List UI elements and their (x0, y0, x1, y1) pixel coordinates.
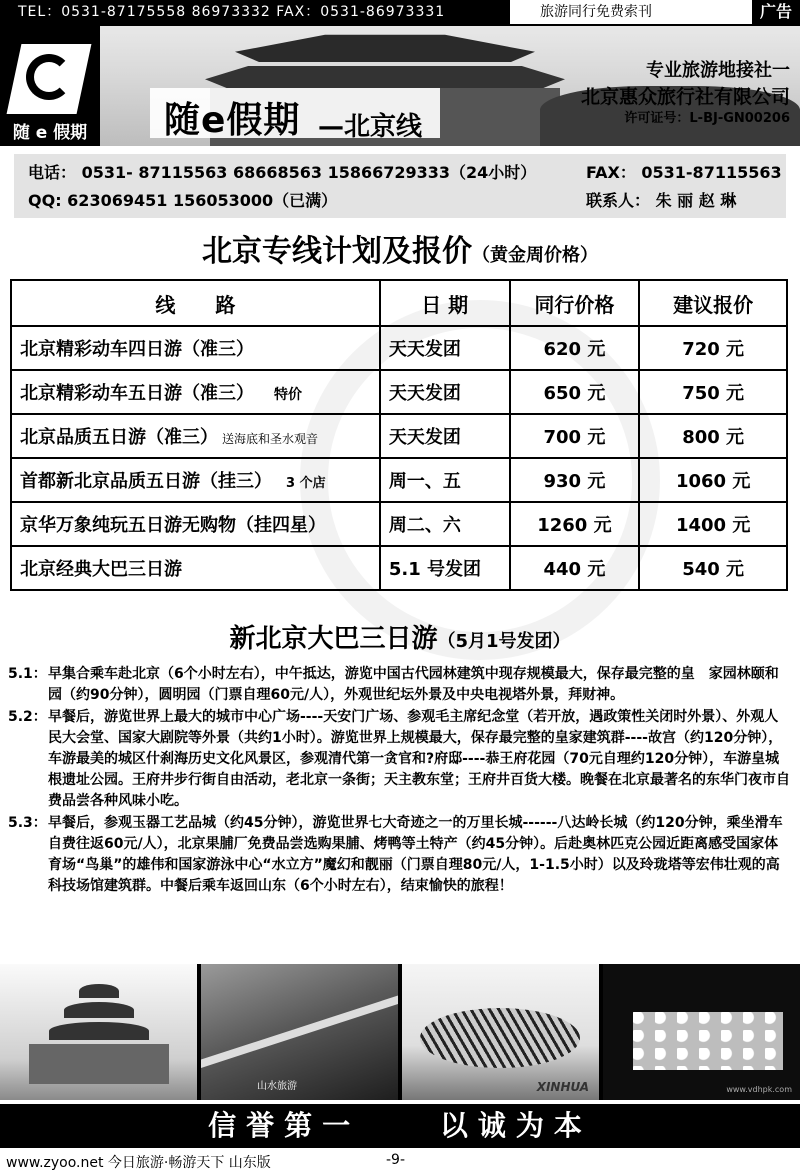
itinerary-day (8, 813, 792, 897)
header-recommended-price: 建议报价 (639, 280, 787, 326)
table-row (11, 546, 787, 590)
banner (0, 26, 800, 146)
plan-title (0, 226, 800, 270)
itinerary-day (8, 664, 792, 706)
recommended-price-cell: 540 元 (639, 546, 787, 590)
table-row (11, 458, 787, 502)
agency-tagline: 专业旅游地接社一 (646, 60, 790, 81)
slogan-left: 信誉第一 (208, 1109, 361, 1142)
brand-line: —北京线 (318, 112, 423, 142)
great-wall-image (201, 984, 398, 1072)
day-label: 5.2： (8, 709, 47, 725)
great-wall-photo (201, 964, 398, 1100)
route-name: 北京经典大巴三日游 (20, 559, 182, 580)
recommended-price-cell: 1060 元 (639, 458, 787, 502)
day-text: 早餐后，参观玉器工艺品城（约45分钟），游览世界七大奇迹之一的万里长城------八达岭长城（约120分钟，乘坐滑车自费往返60元/人），北京果脯厂免费品尝选购果脯、烤鸭等土特产（约45分钟）。后赴奥林匹克公园近距离感受国家体育场“鸟巢”的雄伟和国家游泳中心“水立方”魔幻和靓丽（门票自理80元/人，1-1.5小时）以及玲珑塔等宏伟壮观的高科技场馆建筑群。中餐后乘车返回山东（6个小时左右），结束愉快的旅程！ (48, 815, 783, 894)
table-row (11, 326, 787, 370)
route-name: 北京精彩动车四日游（准三） (20, 339, 254, 360)
peer-price-cell: 930 元 (510, 458, 640, 502)
route-cell (11, 414, 380, 458)
route-cell (11, 370, 380, 414)
water-cube-photo (603, 964, 800, 1100)
contact-box (14, 154, 786, 218)
header-free-note: 旅游同行免费索刊 (540, 4, 652, 20)
great-wall-caption: 山水旅游 (257, 1081, 297, 1092)
peer-price-cell: 650 元 (510, 370, 640, 414)
phone-line: 电话： 0531- 87115563 68668563 15866729333（24小时） (28, 163, 537, 182)
brand-title: 随e假期 (164, 100, 301, 141)
logo-text: 随 e 假期 (12, 123, 88, 143)
temple-roof-bottom-image (49, 1022, 149, 1040)
birds-nest-caption: XINHUA (536, 1080, 589, 1094)
plan-subtitle: （黄金周价格） (472, 245, 598, 266)
birds-nest-photo (402, 964, 599, 1100)
logo (0, 26, 100, 146)
slogan-right: 以诚为本 (439, 1109, 592, 1142)
qq-line: QQ: 623069451 156053000（已满） (28, 191, 338, 210)
day-text: 早集合乘车赴北京（6个小时左右），中午抵达，游览中国古代园林建筑中现存规模最大，保存最完整的皇 家园林颐和园（约90分钟），圆明园（门票自理60元/人），外观世纪坛外景及中央电视塔外景，拜财神。 (48, 666, 779, 703)
tour-subtitle: （5月1号发团） (437, 631, 571, 652)
itinerary-day (8, 707, 792, 812)
route-cell (11, 546, 380, 590)
water-cube-image (633, 1012, 783, 1070)
itinerary (8, 664, 792, 898)
recommended-price-cell: 1400 元 (639, 502, 787, 546)
date-cell: 5.1 号发团 (380, 546, 510, 590)
website-line: www.zyoo.net 今日旅游·畅游天下 山东版 (6, 1155, 271, 1171)
table-row (11, 502, 787, 546)
tiananmen-lower-roof-image (205, 66, 565, 88)
license-number: 许可证号：L-BJ-GN00206 (624, 111, 790, 126)
agency-block (560, 58, 790, 128)
table-header-row (11, 280, 787, 326)
slogan-bar (0, 1104, 800, 1148)
table-row (11, 370, 787, 414)
day-label: 5.1： (8, 666, 47, 682)
temple-base-image (29, 1044, 169, 1084)
tour-title (0, 618, 800, 655)
route-note: 3 个店 (286, 476, 326, 491)
peer-price-cell: 700 元 (510, 414, 640, 458)
date-cell: 天天发团 (380, 326, 510, 370)
header-peer-price: 同行价格 (510, 280, 640, 326)
dragon-swirl-icon (26, 54, 72, 100)
day-label: 5.3： (8, 815, 47, 831)
route-cell (11, 326, 380, 370)
peer-price-cell: 620 元 (510, 326, 640, 370)
recommended-price-cell: 800 元 (639, 414, 787, 458)
header-route: 线 路 (11, 280, 380, 326)
agency-name: 北京惠众旅行社有限公司 (580, 86, 790, 108)
route-name: 北京精彩动车五日游（准三） (20, 383, 254, 404)
route-note: 送海底和圣水观音 (222, 432, 319, 446)
route-cell (11, 458, 380, 502)
ad-badge: 广告 (752, 0, 800, 24)
route-cell (11, 502, 380, 546)
birds-nest-image (420, 1008, 580, 1068)
recommended-price-cell: 750 元 (639, 370, 787, 414)
page-number: -9- (386, 1152, 406, 1168)
price-table (10, 279, 788, 591)
route-name: 京华万象纯玩五日游无购物（挂四星） (20, 515, 326, 536)
date-cell: 周一、五 (380, 458, 510, 502)
peer-price-cell: 1260 元 (510, 502, 640, 546)
date-cell: 天天发团 (380, 370, 510, 414)
route-note: 特价 (274, 387, 302, 403)
fax-line: FAX： 0531-87115563 (586, 163, 782, 182)
day-text: 早餐后，游览世界上最大的城市中心广场----天安门广场、参观毛主席纪念堂（若开放，遇政策性关闭时外景）、外观人民大会堂、国家大剧院等外景（共约1小时）。游览世界上规模最大，保存最完整的皇家建筑群----故宫（约120分钟），车游最美的城区什刹海历史文化风景区，参观清代第一贪官和?府邸----恭王府花园（70元自理约120分钟），车游皇城根遗址公园。王府井步行街自由活动，老北京一条街；天主教东堂；王府井百货大楼。晚餐在北京最著名的东华门夜市自费品尝各种风味小吃。 (48, 709, 790, 809)
header-contact: TEL：0531-87175558 86973332 FAX：0531-86973331 (0, 0, 510, 24)
date-cell: 周二、六 (380, 502, 510, 546)
contact-person: 联系人： 朱 丽 赵 琳 (586, 191, 737, 210)
temple-roof-middle-image (64, 1002, 134, 1018)
recommended-price-cell: 720 元 (639, 326, 787, 370)
water-cube-caption: www.vdhpk.com (726, 1085, 792, 1094)
peer-price-cell: 440 元 (510, 546, 640, 590)
tour-title-text: 新北京大巴三日游 (229, 624, 438, 654)
photo-strip (0, 964, 800, 1100)
header-date: 日 期 (380, 280, 510, 326)
date-cell: 天天发团 (380, 414, 510, 458)
temple-of-heaven-photo (0, 964, 197, 1100)
top-bar (0, 0, 800, 26)
route-name: 北京品质五日游（准三） (20, 427, 218, 448)
route-name: 首都新北京品质五日游（挂三） (20, 471, 272, 492)
plan-title-text: 北京专线计划及报价 (202, 234, 472, 269)
temple-roof-top-image (79, 984, 119, 998)
table-row (11, 414, 787, 458)
